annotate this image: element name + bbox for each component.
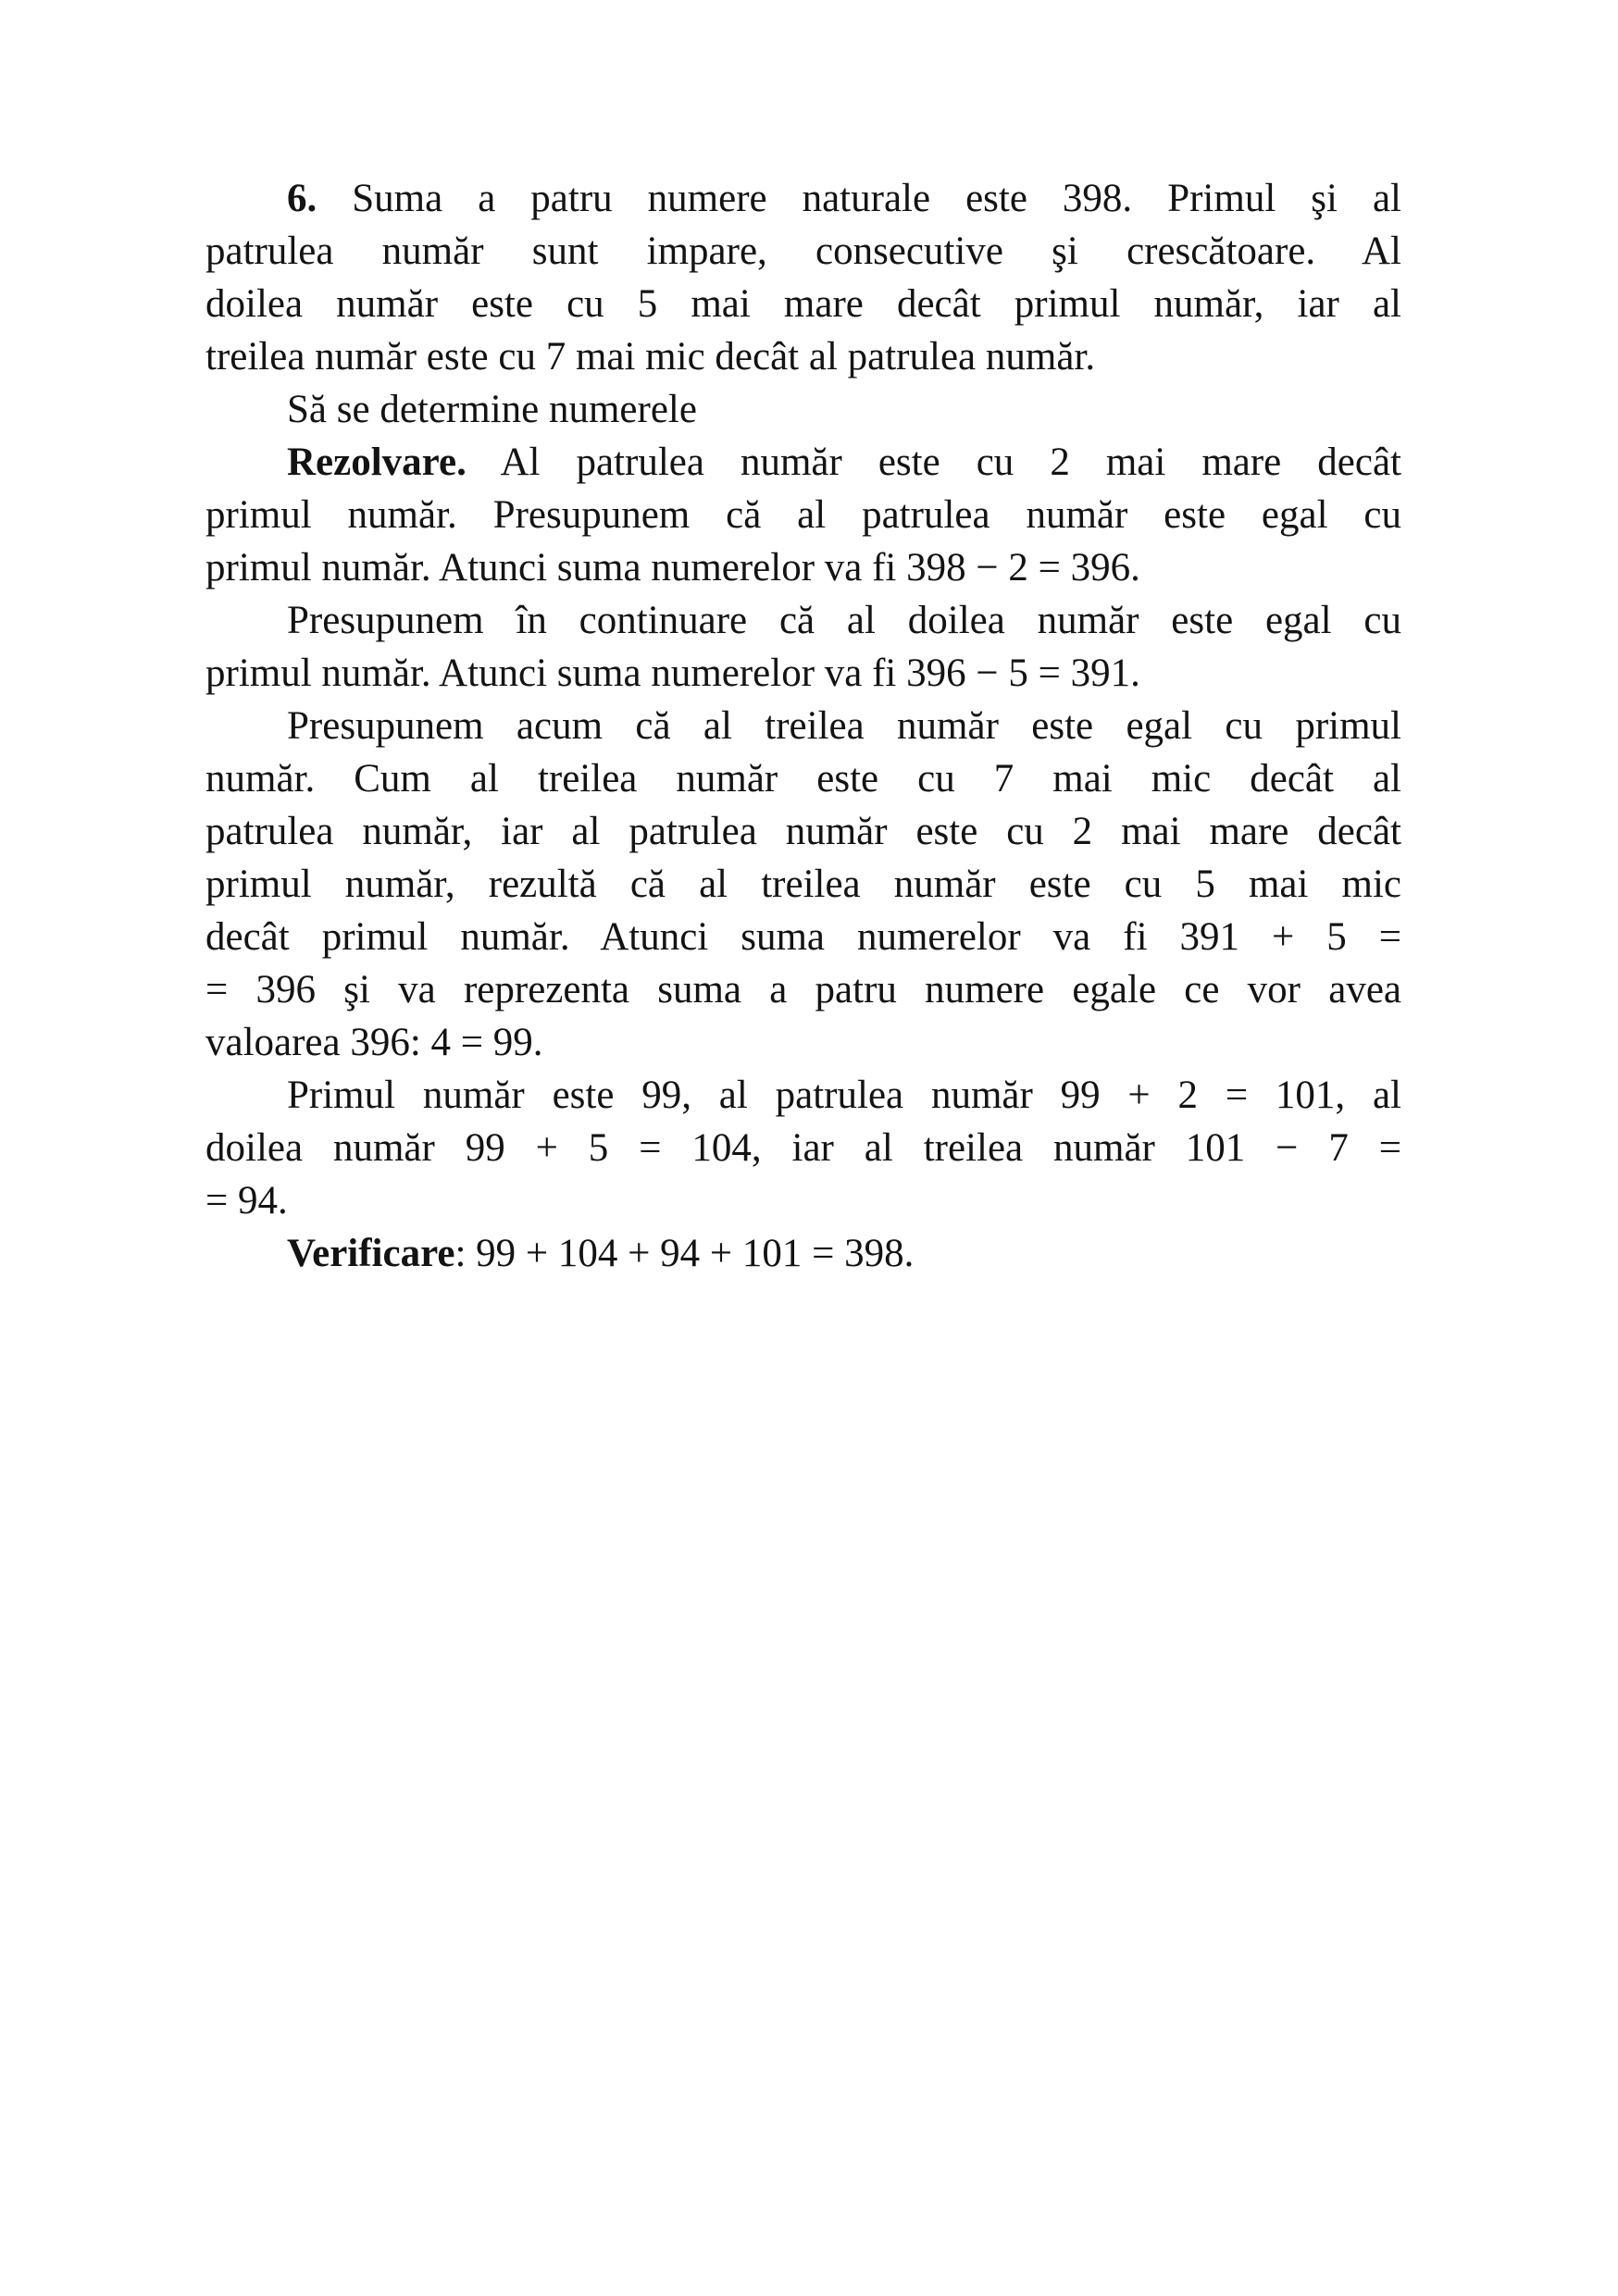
- text-segment: : 99 + 104 + 94 + 101 = 398.: [454, 1232, 915, 1275]
- text-segment: primul număr, rezultă că al treilea număr este cu 5 mai mic: [205, 863, 1401, 906]
- paragraph-solution-step-1: [205, 436, 1401, 594]
- text-segment: primul număr. Atunci suma numerelor va fi 398 − 2 = 396.: [205, 546, 1140, 590]
- text-line: [205, 1016, 1401, 1069]
- bold-text-segment: Rezolvare.: [287, 441, 467, 484]
- text-line: [205, 436, 1401, 489]
- text-line: [205, 1069, 1401, 1122]
- text-segment: Al patrulea număr este cu 2 mai mare decât: [466, 441, 1401, 484]
- text-segment: patrulea număr, iar al patrulea număr este cu 2 mai mare decât: [205, 810, 1401, 853]
- text-line: [205, 594, 1401, 647]
- text-line: [205, 911, 1401, 963]
- bold-text-segment: 6.: [287, 177, 317, 220]
- text-block: [205, 172, 1401, 1280]
- text-segment: patrulea număr sunt impare, consecutive şi crescătoare. Al: [205, 230, 1401, 273]
- text-line: [205, 1122, 1401, 1174]
- text-segment: valoarea 396: 4 = 99.: [205, 1021, 543, 1064]
- paragraph-problem-statement: [205, 172, 1401, 383]
- text-line: [205, 963, 1401, 1016]
- text-line: [205, 805, 1401, 858]
- text-segment: Presupunem acum că al treilea număr este egal cu primul: [287, 704, 1401, 748]
- paragraph-solution-results: [205, 1069, 1401, 1227]
- text-line: [205, 647, 1401, 700]
- paragraph-problem-question: [205, 383, 1401, 436]
- text-segment: Primul număr este 99, al patrulea număr 99 + 2 = 101, al: [287, 1074, 1401, 1117]
- text-line: [205, 278, 1401, 330]
- text-segment: Să se determine numerele: [287, 388, 697, 431]
- text-segment: = 396 şi va reprezenta suma a patru numere egale ce vor avea: [205, 968, 1401, 1011]
- text-segment: doilea număr 99 + 5 = 104, iar al treilea număr 101 − 7 =: [205, 1126, 1401, 1170]
- text-line: [205, 752, 1401, 805]
- text-segment: = 94.: [205, 1179, 288, 1222]
- text-segment: număr. Cum al treilea număr este cu 7 mai mic decât al: [205, 757, 1401, 800]
- text-segment: Suma a patru numere naturale este 398. Primul şi al: [317, 177, 1401, 220]
- text-line: [205, 858, 1401, 911]
- paragraph-solution-step-3: [205, 700, 1401, 1069]
- text-line: [205, 172, 1401, 225]
- bold-text-segment: Verificare: [287, 1232, 455, 1275]
- text-line: [205, 1174, 1401, 1227]
- text-line: [205, 700, 1401, 752]
- paragraph-solution-step-2: [205, 594, 1401, 700]
- text-line: [205, 489, 1401, 541]
- text-segment: decât primul număr. Atunci suma numerelor va fi 391 + 5 =: [205, 915, 1401, 959]
- text-line: [205, 330, 1401, 383]
- text-segment: doilea număr este cu 5 mai mare decât primul număr, iar al: [205, 282, 1401, 326]
- text-segment: treilea număr este cu 7 mai mic decât al patrulea număr.: [205, 335, 1096, 379]
- text-segment: primul număr. Presupunem că al patrulea număr este egal cu: [205, 493, 1401, 537]
- text-line: [205, 383, 1401, 436]
- text-segment: primul număr. Atunci suma numerelor va fi 396 − 5 = 391.: [205, 652, 1140, 695]
- text-line: [205, 1227, 1401, 1280]
- text-line: [205, 225, 1401, 278]
- text-line: [205, 541, 1401, 594]
- text-segment: Presupunem în continuare că al doilea număr este egal cu: [287, 599, 1401, 642]
- paragraph-verification: [205, 1227, 1401, 1280]
